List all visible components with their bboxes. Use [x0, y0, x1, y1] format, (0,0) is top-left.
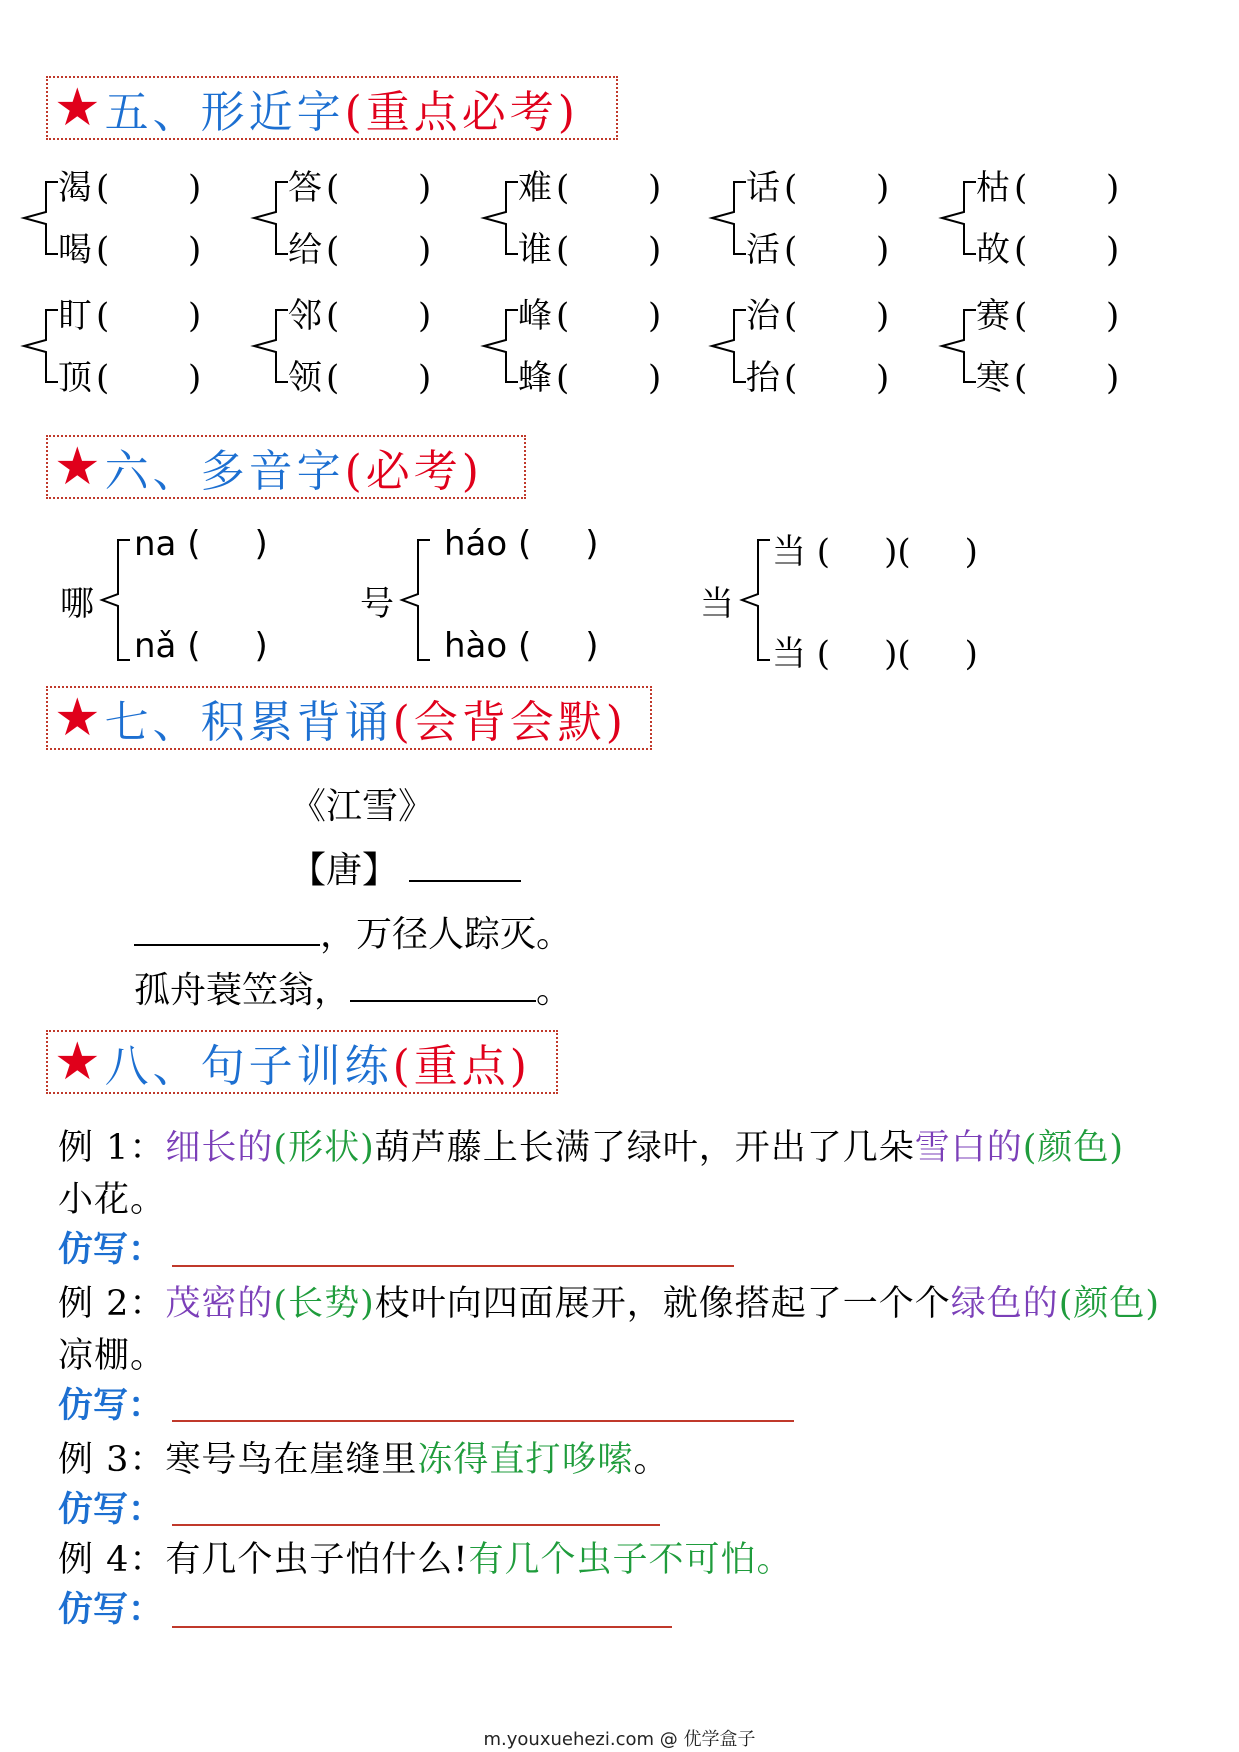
example-label: 例 1： [58, 1128, 166, 1168]
pair-char-top: 枯 [976, 168, 1010, 208]
poly-reading: na ( ) [134, 524, 268, 564]
star-icon: ★ [54, 1032, 101, 1092]
paren-open: ( [784, 296, 798, 336]
section-7-note: (会背会默) [392, 697, 627, 748]
highlight-word: 茂密的 [165, 1284, 274, 1324]
similar-pair [478, 168, 698, 288]
imitate-label: 仿写： [58, 1489, 164, 1530]
poly-reading: 当 ( )( ) [772, 532, 978, 572]
example-label: 例 4： [58, 1540, 166, 1580]
paren-open: ( [326, 230, 340, 270]
pair-char-bottom: 故 [976, 230, 1010, 270]
similar-pair [936, 296, 1156, 416]
pair-char-top: 难 [518, 168, 552, 208]
section-5-header [46, 76, 618, 140]
section-8-title: 八、句子训练 [104, 1041, 393, 1092]
paren-open: ( [96, 296, 110, 336]
paren-close: ) [418, 230, 432, 270]
paren-close: ) [648, 230, 662, 270]
example-label: 例 3： [58, 1440, 166, 1480]
hint-word: (长势) [273, 1284, 375, 1324]
paren-open: ( [556, 296, 570, 336]
pair-bracket [478, 296, 522, 396]
hint-word: (颜色) [1058, 1284, 1161, 1324]
pair-char-top: 峰 [518, 296, 552, 336]
paren-open: ( [326, 168, 340, 208]
pair-char-bottom: 活 [746, 230, 780, 270]
pair-char-bottom: 谁 [518, 230, 552, 270]
pair-char-bottom: 抬 [746, 358, 780, 398]
pair-char-bottom: 领 [288, 358, 322, 398]
paren-open: ( [96, 168, 110, 208]
example-text: 有几个虫子怕什么! [165, 1540, 469, 1580]
paren-close: ) [188, 168, 202, 208]
highlight-word: 细长的 [165, 1128, 274, 1168]
paren-close: ) [418, 168, 432, 208]
imitate-label: 仿写： [58, 1589, 164, 1630]
pair-char-bottom: 蜂 [518, 358, 552, 398]
example-label: 例 2： [58, 1284, 166, 1324]
section-5-note: (重点必考) [344, 87, 579, 138]
pair-char-top: 渴 [58, 168, 92, 208]
paren-close: ) [876, 168, 890, 208]
paren-open: ( [96, 358, 110, 398]
pair-char-top: 盯 [58, 296, 92, 336]
highlight-word: 雪白的 [914, 1128, 1023, 1168]
star-icon: ★ [54, 437, 101, 497]
pair-bracket [706, 296, 750, 396]
example-text: 枝叶向四面展开，就像搭起了一个个 [374, 1284, 951, 1324]
paren-close: ) [876, 230, 890, 270]
poly-bracket [396, 536, 436, 664]
paren-open: ( [556, 230, 570, 270]
hint-phrase: 冻得直打哆嗦 [417, 1440, 634, 1480]
paren-open: ( [556, 358, 570, 398]
example-text: 葫芦藤上长满了绿叶，开出了几朵 [374, 1128, 915, 1168]
imitate-label: 仿写： [58, 1229, 164, 1270]
footer-watermark: m.youxuehezi.com @ 优学盒子 [483, 1729, 756, 1750]
poem-line-2-text: 孤舟蓑笠翁， [134, 970, 351, 1011]
pair-bracket [18, 296, 62, 396]
section-7-header [46, 686, 652, 750]
highlight-word: 绿色的 [950, 1284, 1059, 1324]
pair-bracket [18, 168, 62, 268]
similar-pair [248, 296, 468, 416]
paren-open: ( [1014, 168, 1028, 208]
paren-close: ) [418, 358, 432, 398]
paren-close: ) [188, 230, 202, 270]
poly-reading: nǎ ( ) [134, 626, 268, 666]
pair-bracket [248, 296, 292, 396]
pair-char-top: 答 [288, 168, 322, 208]
paren-close: ) [876, 296, 890, 336]
poly-char: 哪 [60, 584, 94, 624]
pair-char-bottom: 顶 [58, 358, 92, 398]
pair-bracket [706, 168, 750, 268]
section-8-header [46, 1030, 558, 1094]
paren-open: ( [1014, 230, 1028, 270]
poem-blank-2[interactable] [350, 999, 536, 1002]
section-7-title: 七、积累背诵 [104, 697, 393, 748]
example-4 [58, 1532, 793, 1582]
similar-pair [706, 296, 926, 416]
pair-char-top: 邻 [288, 296, 322, 336]
paren-close: ) [1106, 358, 1120, 398]
paren-open: ( [556, 168, 570, 208]
paren-open: ( [96, 230, 110, 270]
similar-pair [18, 296, 238, 416]
paren-open: ( [1014, 296, 1028, 336]
similar-pair [936, 168, 1156, 288]
hint-word: (颜色) [1022, 1128, 1125, 1168]
similar-pair [248, 168, 468, 288]
imitate-line-3[interactable] [172, 1524, 660, 1526]
pair-char-top: 话 [746, 168, 780, 208]
paren-close: ) [1106, 296, 1120, 336]
author-blank[interactable] [409, 879, 521, 882]
paren-close: ) [188, 358, 202, 398]
example-2-cont: 凉棚。 [58, 1336, 167, 1376]
example-3 [58, 1432, 669, 1482]
paren-open: ( [326, 358, 340, 398]
poly-bracket [736, 536, 776, 664]
paren-close: ) [648, 296, 662, 336]
paren-open: ( [784, 230, 798, 270]
imitate-line-2[interactable] [172, 1420, 794, 1422]
poem-line-1 [134, 906, 572, 957]
section-6-header [46, 435, 526, 499]
paren-close: ) [876, 358, 890, 398]
paren-open: ( [326, 296, 340, 336]
example-1 [58, 1120, 1124, 1170]
pair-bracket [936, 296, 980, 396]
pair-bracket [248, 168, 292, 268]
example-2 [58, 1276, 1160, 1326]
poem-author-line [290, 842, 521, 893]
section-8-note: (重点) [392, 1041, 531, 1092]
pair-char-top: 赛 [976, 296, 1010, 336]
paren-open: ( [1014, 358, 1028, 398]
similar-pair [706, 168, 926, 288]
imitate-line-1[interactable] [172, 1265, 734, 1267]
poem-line-2 [134, 962, 572, 1013]
poem-dynasty: 【唐】 [290, 850, 399, 891]
section-6-note: (必考) [344, 446, 483, 497]
example-1-cont: 小花。 [58, 1180, 167, 1220]
paren-close: ) [1106, 168, 1120, 208]
poem-blank-1[interactable] [134, 943, 320, 946]
poem-line-2-end: 。 [536, 970, 573, 1011]
pair-bracket [936, 168, 980, 268]
star-icon: ★ [54, 688, 101, 748]
paren-open: ( [784, 168, 798, 208]
paren-close: ) [188, 296, 202, 336]
poly-reading: 当 ( )( ) [772, 634, 978, 674]
pair-char-bottom: 喝 [58, 230, 92, 270]
poly-reading: hào ( ) [444, 626, 599, 666]
star-icon: ★ [54, 78, 101, 138]
paren-close: ) [418, 296, 432, 336]
imitate-line-4[interactable] [172, 1626, 672, 1628]
poly-reading: háo ( ) [444, 524, 599, 564]
hint-phrase: 有几个虫子不可怕。 [468, 1540, 793, 1580]
pair-char-bottom: 给 [288, 230, 322, 270]
example-text: 寒号鸟在崖缝里 [165, 1440, 418, 1480]
poem-line-1-text: ，万径人踪灭。 [320, 914, 573, 955]
poly-char: 当 [700, 584, 734, 624]
imitate-label: 仿写： [58, 1385, 164, 1426]
pair-bracket [478, 168, 522, 268]
poly-bracket [96, 536, 136, 664]
similar-pair [18, 168, 238, 288]
poem-title: 《江雪》 [290, 786, 435, 827]
example-text: 。 [633, 1440, 670, 1480]
paren-close: ) [1106, 230, 1120, 270]
paren-close: ) [648, 358, 662, 398]
similar-pair [478, 296, 698, 416]
poly-char: 号 [360, 584, 394, 624]
pair-char-top: 治 [746, 296, 780, 336]
hint-word: (形状) [273, 1128, 375, 1168]
paren-open: ( [784, 358, 798, 398]
section-5-title: 五、形近字 [104, 87, 345, 138]
section-6-title: 六、多音字 [104, 446, 345, 497]
pair-char-bottom: 寒 [976, 358, 1010, 398]
paren-close: ) [648, 168, 662, 208]
